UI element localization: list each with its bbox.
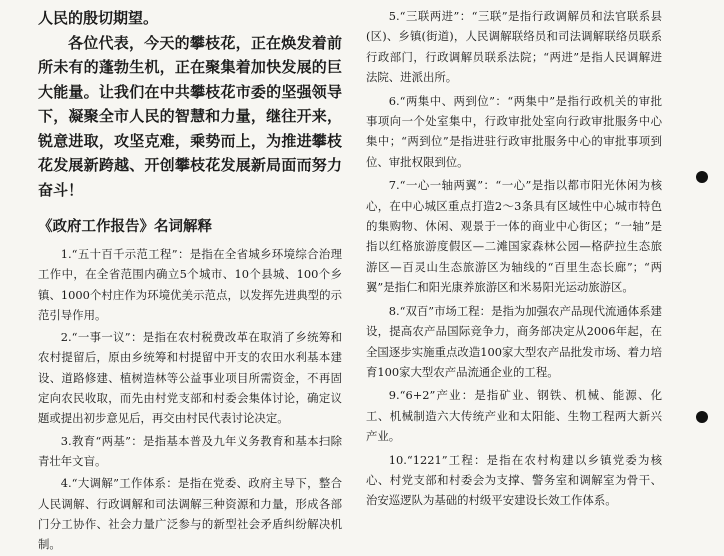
lead-paragraph: 各位代表，今天的攀枝花，正在焕发着前所未有的蓬勃生机，正在聚集着加快发展的巨大能量。让我们在中共攀枝花市委的坚强领导下，凝聚全市人民的智慧和力量，继往开来，锐意进取，攻坚克难，乘势而上，为推进攀枝花发展新跨越、开创攀枝花发展新局面而努力奋斗！ bbox=[38, 33, 342, 199]
glossary-term-8: 8.“双百”市场工程：是指为加强农产品现代流通体系建设，提高农产品国际竞争力，商务部决定从2006年起，在全国逐步实施重点改造100家大型农产品批发市场、着力培育100家大型农产品流通企业的工程。 bbox=[366, 303, 662, 379]
glossary-term-6: 6.“两集中、两到位”：“两集中”是指行政机关的审批事项向一个处室集中，行政审批处室向行政审批服务中心集中；“两到位”是指进驻行政审批服务中心的审批事项到位、审批权限到位。 bbox=[366, 93, 662, 169]
binding-hole-top bbox=[696, 171, 708, 183]
glossary-term-2: 2.“一事一议”：是指在农村税费改革在取消了乡统筹和农村提留后，原由乡统筹和村提留中开支的农田水利基本建设、道路修建、植树造林等公益事业项目所需资金，不再固定向农民收取，而先由村党支部和村委会集体讨论，确定议题或提出初步意见后，再交由村民代表讨论决定。 bbox=[38, 330, 342, 426]
glossary-term-9: 9.“6+2”产业：是指矿业、钢铁、机械、能源、化工、机械制造六大传统产业和太阳能、生物工程两大新兴产业。 bbox=[366, 388, 662, 444]
glossary-heading: 《政府工作报告》名词解释 bbox=[38, 218, 212, 235]
binding-hole-bottom bbox=[696, 411, 708, 423]
glossary-term-1: 1.“五十百千示范工程”：是指在全省城乡环境综合治理工作中，在全省范围内确立5个城市、10个县城、100个乡镇、1000个村庄作为环境优美示范点，以发挥先进典型的示范引导作用。 bbox=[38, 247, 342, 322]
left-column bbox=[38, 6, 342, 556]
glossary-term-10: 10.“1221”工程：是指在农村构建以乡镇党委为核心、村党支部和村委会为支撑、警务室和调解室为骨干、治安巡逻队为基础的村级平安建设长效工作体系。 bbox=[366, 452, 662, 508]
glossary-term-4: 4.“大调解”工作体系：是指在党委、政府主导下，整合人民调解、行政调解和司法调解三种资源和力量，形成各部门分工协作、社会力量广泛参与的新型社会矛盾纠纷解决机制。 bbox=[38, 476, 342, 552]
lead-line: 人民的殷切期望。 bbox=[38, 9, 159, 27]
right-column bbox=[366, 6, 662, 514]
glossary-term-5: 5.“三联两进”：“三联”是指行政调解员和法官联系县(区)、乡镇(街道)，人民调解联络员和司法调解联络员联系行政部门，行政调解员联系法院；“两进”是指人民调解进法院、进派出所。 bbox=[366, 9, 662, 85]
glossary-term-3: 3.教育“两基”：是指基本普及九年义务教育和基本扫除青壮年文盲。 bbox=[38, 433, 342, 468]
glossary-term-7: 7.“一心一轴两翼”：“一心”是指以都市阳光休闲为核心，在中心城区重点打造2～3条具有区域性中心城市特色的集购物、休闲、观景于一体的商业中心街区；“一轴”是指以红格旅游度假区—二滩国家森林公园—格萨拉生态旅游区—百灵山生态旅游区为轴线的“百里生态长廊”；“两翼”是指仁和阳光康养旅游区和米易阳光运动旅游区。 bbox=[366, 178, 662, 295]
